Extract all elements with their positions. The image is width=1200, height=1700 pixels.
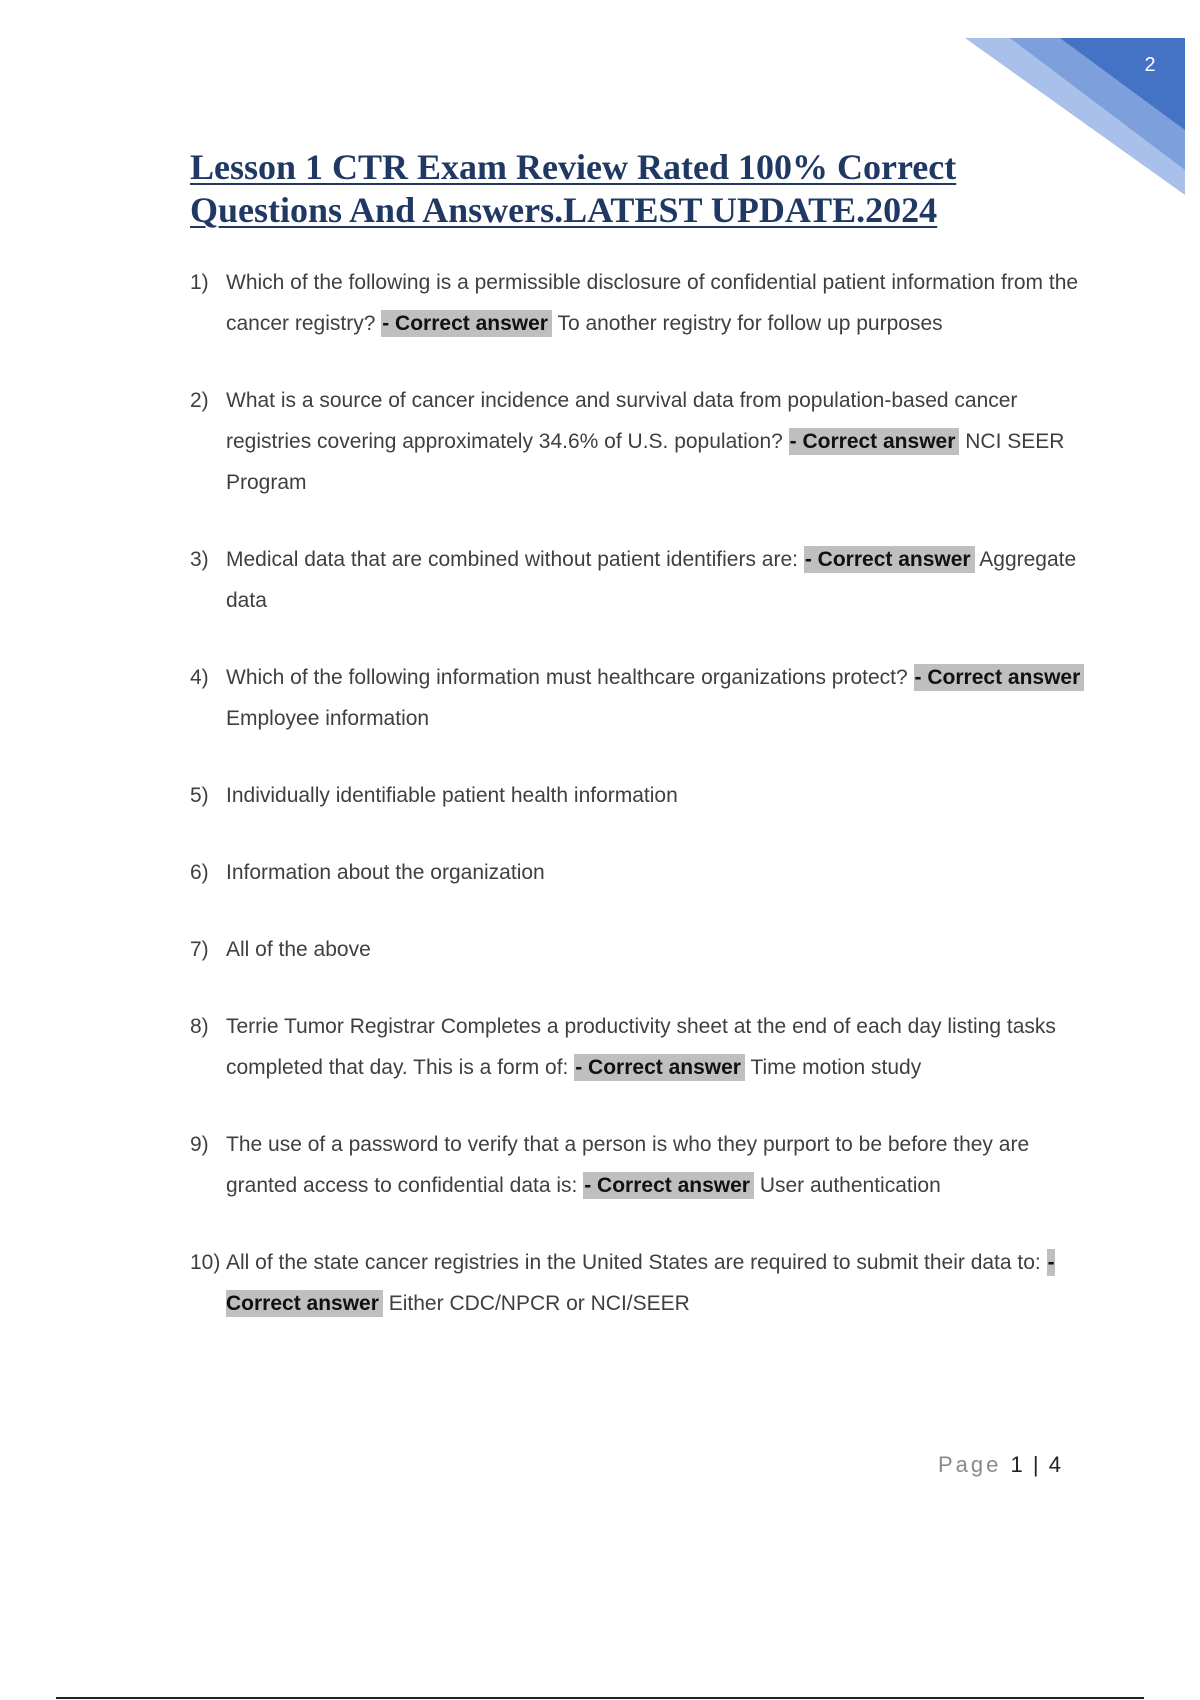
page-word: Page [938, 1452, 1002, 1477]
question-text: Medical data that are combined without patient identifiers are: [226, 548, 798, 571]
document-title: Lesson 1 CTR Exam Review Rated 100% Correct Questions And Answers.LATEST UPDATE.2024 [190, 147, 957, 230]
question-text: All of the above [226, 938, 371, 961]
correct-answer-label: - Correct answer [226, 1251, 1055, 1315]
question-text: All of the state cancer registries in the United States are required to submit their data to: [226, 1251, 1041, 1274]
question-number: 7) [190, 938, 209, 961]
question-number: 6) [190, 861, 209, 884]
question-text: Individually identifiable patient health information [226, 784, 678, 807]
page-separator: | [1032, 1452, 1040, 1477]
question-item [190, 929, 1090, 970]
question-number: 5) [190, 784, 209, 807]
answer-text: Either CDC/NPCR or NCI/SEER [388, 1292, 690, 1315]
correct-answer-label: - Correct answer [914, 664, 1085, 691]
answer-text: Employee information [226, 707, 430, 730]
question-number: 2) [190, 389, 209, 412]
question-text: Which of the following is a permissible disclosure of confidential patient information from the cancer registry? [226, 271, 1079, 335]
question-list [190, 262, 1090, 1360]
answer-text: To another registry for follow up purposes [557, 312, 943, 335]
question-number: 10) [190, 1251, 221, 1274]
correct-answer-label: - Correct answer [804, 546, 975, 573]
question-item [190, 1124, 1090, 1206]
question-text: What is a source of cancer incidence and survival data from population-based cancer registries covering approximately 34.6% of U.S. population? [226, 389, 1018, 453]
corner-page-number: 2 [1144, 54, 1156, 76]
question-text: The use of a password to verify that a person is who they purport to be before they are granted access to confidential data is: [226, 1133, 1030, 1197]
total-pages: 4 [1048, 1452, 1062, 1477]
bottom-divider [56, 1697, 1144, 1699]
correct-answer-label: - Correct answer [381, 310, 552, 337]
question-item [190, 262, 1090, 344]
question-item [190, 775, 1090, 816]
question-item [190, 852, 1090, 893]
question-item [190, 1006, 1090, 1088]
question-item [190, 1242, 1090, 1324]
question-number: 3) [190, 548, 209, 571]
question-number: 1) [190, 271, 209, 294]
answer-text: Time motion study [750, 1056, 922, 1079]
question-number: 4) [190, 666, 209, 689]
question-item [190, 657, 1090, 739]
question-number: 8) [190, 1015, 209, 1038]
question-number: 9) [190, 1133, 209, 1156]
answer-text: Aggregate data [226, 548, 1077, 612]
page-footer [938, 1452, 1062, 1478]
correct-answer-label: - Correct answer [583, 1172, 754, 1199]
question-item [190, 380, 1090, 503]
current-page: 1 [1010, 1452, 1024, 1477]
correct-answer-label: - Correct answer [574, 1054, 745, 1081]
correct-answer-label: - Correct answer [789, 428, 960, 455]
question-item [190, 539, 1090, 621]
question-text: Information about the organization [226, 861, 545, 884]
answer-text: User authentication [759, 1174, 941, 1197]
question-text: Terrie Tumor Registrar Completes a productivity sheet at the end of each day listing tasks completed that day. This is a form of: [226, 1015, 1056, 1079]
question-text: Which of the following information must healthcare organizations protect? [226, 666, 908, 689]
answer-text: NCI SEER Program [226, 430, 1065, 494]
